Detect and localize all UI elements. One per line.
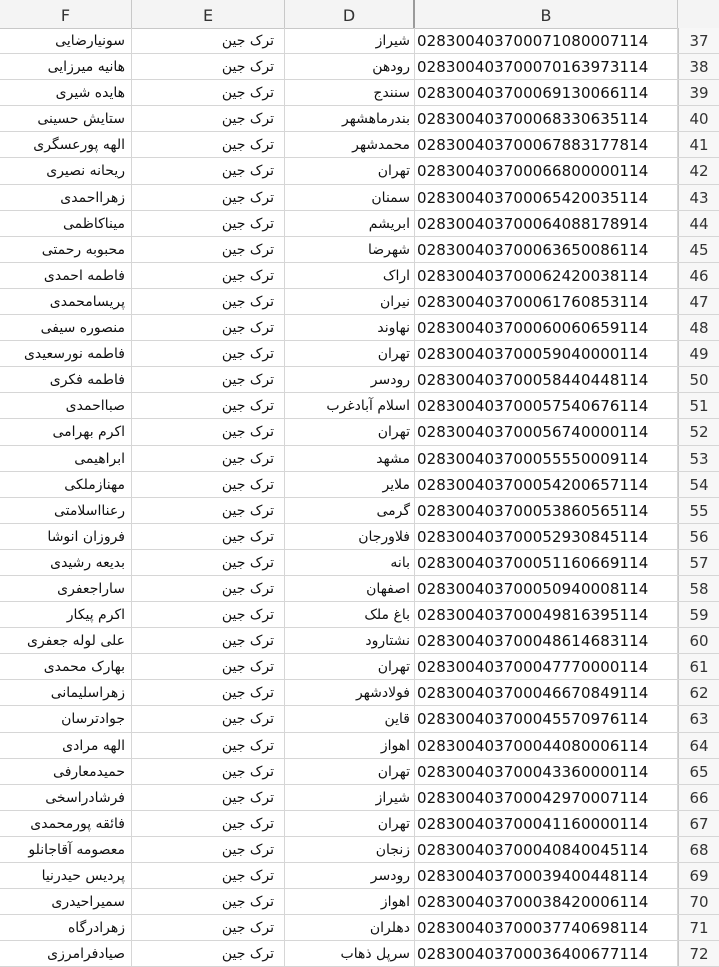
table-row [0, 498, 719, 524]
cell-name[interactable]: پریسامحمدی [0, 289, 132, 314]
row-number[interactable]: 72 [678, 941, 719, 966]
table-row [0, 654, 719, 680]
table-row [0, 472, 719, 498]
cell-name[interactable]: بهارک محمدی [0, 654, 132, 679]
cell-city[interactable]: اسلام آبادغرب [285, 393, 415, 418]
cell-product[interactable]: ترک جین [132, 811, 285, 836]
table-row [0, 106, 719, 132]
row-number[interactable]: 49 [678, 341, 719, 366]
cell-name[interactable]: فاطمه فکری [0, 367, 132, 392]
cell-city[interactable]: شیراز [285, 785, 415, 810]
table-row [0, 550, 719, 576]
cell-name[interactable]: سمیراحیدری [0, 889, 132, 914]
cell-code[interactable]: 02830040370004116000011​4 [415, 811, 678, 836]
table-row [0, 211, 719, 237]
cell-product[interactable]: ترک جین [132, 237, 285, 262]
table-row [0, 628, 719, 654]
cell-city[interactable]: گرمی [285, 498, 415, 523]
cell-product[interactable]: ترک جین [132, 158, 285, 183]
cell-code[interactable]: 02830040370006788317781​4 [415, 132, 678, 157]
row-number[interactable]: 54 [678, 472, 719, 497]
cell-code[interactable]: 02830040370005420065711​4 [415, 472, 678, 497]
cell-name[interactable]: پردیس حیدرنیا [0, 863, 132, 888]
row-number[interactable]: 70 [678, 889, 719, 914]
cell-code[interactable]: 02830040370004777000011​4 [415, 654, 678, 679]
table-row [0, 706, 719, 732]
row-number[interactable]: 44 [678, 211, 719, 236]
row-number[interactable]: 69 [678, 863, 719, 888]
cell-name[interactable]: اکرم پیکار [0, 602, 132, 627]
table-row [0, 367, 719, 393]
cell-city[interactable]: رودسر [285, 367, 415, 392]
row-number[interactable]: 39 [678, 80, 719, 105]
row-number[interactable]: 66 [678, 785, 719, 810]
cell-name[interactable]: زهرادرگاه [0, 915, 132, 940]
cell-code[interactable]: 02830040370004297000711​4 [415, 785, 678, 810]
cell-product[interactable]: ترک جین [132, 367, 285, 392]
cell-name[interactable]: ستایش حسینی [0, 106, 132, 131]
cell-city[interactable]: تهران [285, 759, 415, 784]
cell-name[interactable]: فرشادراسخی [0, 785, 132, 810]
cell-code[interactable]: 02830040370005116066911​4 [415, 550, 678, 575]
cell-city[interactable]: قاین [285, 706, 415, 731]
row-number[interactable]: 37 [678, 28, 719, 53]
row-number[interactable]: 58 [678, 576, 719, 601]
table-row [0, 941, 719, 967]
table-row [0, 132, 719, 158]
cell-name[interactable]: ساراجعفری [0, 576, 132, 601]
row-number[interactable]: 48 [678, 315, 719, 340]
cell-product[interactable]: ترک جین [132, 576, 285, 601]
table-row [0, 315, 719, 341]
row-header-corner[interactable] [678, 0, 719, 28]
row-number[interactable]: 57 [678, 550, 719, 575]
table-row [0, 263, 719, 289]
row-number[interactable]: 63 [678, 706, 719, 731]
cell-code[interactable]: 02830040370006833063511​4 [415, 106, 678, 131]
table-row [0, 733, 719, 759]
cell-name[interactable]: ریحانه نصیری [0, 158, 132, 183]
column-header-f[interactable]: F [0, 0, 132, 28]
cell-city[interactable]: شهرضا [285, 237, 415, 262]
table-row [0, 889, 719, 915]
row-number[interactable]: 51 [678, 393, 719, 418]
row-number[interactable]: 67 [678, 811, 719, 836]
cell-code[interactable]: 02830040370006913006611​4 [415, 80, 678, 105]
row-number[interactable]: 71 [678, 915, 719, 940]
cell-city[interactable]: زنجان [285, 837, 415, 862]
row-number[interactable]: 40 [678, 106, 719, 131]
cell-name[interactable]: فاطمه نورسعیدی [0, 341, 132, 366]
table-row [0, 341, 719, 367]
cell-code[interactable]: 02830040370003774069811​4 [415, 915, 678, 940]
cell-city[interactable]: اهواز [285, 889, 415, 914]
cell-code[interactable]: 02830040370004667084911​4 [415, 680, 678, 705]
cell-city[interactable]: ابریشم [285, 211, 415, 236]
cell-product[interactable]: ترک جین [132, 785, 285, 810]
cell-product[interactable]: ترک جین [132, 446, 285, 471]
cell-city[interactable]: بانه [285, 550, 415, 575]
cell-product[interactable]: ترک جین [132, 706, 285, 731]
row-number[interactable]: 38 [678, 54, 719, 79]
row-number[interactable]: 65 [678, 759, 719, 784]
cell-city[interactable]: تهران [285, 341, 415, 366]
cell-name[interactable]: الهه پورعسگری [0, 132, 132, 157]
cell-city[interactable]: فلاورجان [285, 524, 415, 549]
cell-code[interactable]: 02830040370004557097611​4 [415, 706, 678, 731]
table-row [0, 237, 719, 263]
table-row [0, 524, 719, 550]
table-row [0, 419, 719, 445]
table-row [0, 915, 719, 941]
cell-product[interactable]: ترک جین [132, 759, 285, 784]
cell-name[interactable]: صبااحمدی [0, 393, 132, 418]
row-number[interactable]: 46 [678, 263, 719, 288]
row-number[interactable]: 52 [678, 419, 719, 444]
row-number[interactable]: 41 [678, 132, 719, 157]
cell-name[interactable]: جوادترسان [0, 706, 132, 731]
cell-product[interactable]: ترک جین [132, 393, 285, 418]
cell-city[interactable]: باغ ملک [285, 602, 415, 627]
cell-city[interactable]: سنندج [285, 80, 415, 105]
cell-name[interactable]: میناکاظمی [0, 211, 132, 236]
cell-name[interactable]: محبوبه رحمتی [0, 237, 132, 262]
table-row [0, 28, 719, 54]
cell-product[interactable]: ترک جین [132, 602, 285, 627]
cell-product[interactable]: ترک جین [132, 80, 285, 105]
cell-name[interactable]: حمیدمعارفی [0, 759, 132, 784]
row-number[interactable]: 45 [678, 237, 719, 262]
cell-city[interactable]: مشهد [285, 446, 415, 471]
cell-product[interactable]: ترک جین [132, 132, 285, 157]
cell-city[interactable]: سمنان [285, 185, 415, 210]
table-row [0, 602, 719, 628]
cell-product[interactable]: ترک جین [132, 550, 285, 575]
cell-code[interactable]: 02830040370005293084511​4 [415, 524, 678, 549]
cell-product[interactable]: ترک جین [132, 680, 285, 705]
cell-city[interactable]: رودهن [285, 54, 415, 79]
cell-city[interactable]: نهاوند [285, 315, 415, 340]
grid-rows [0, 28, 719, 967]
cell-code[interactable]: 02830040370006176085311​4 [415, 289, 678, 314]
cell-code[interactable]: 02830040370004981639511​4 [415, 602, 678, 627]
cell-name[interactable]: زهراسلیمانی [0, 680, 132, 705]
cell-code[interactable]: 02830040370007108000711​4 [415, 28, 678, 53]
cell-product[interactable]: ترک جین [132, 733, 285, 758]
cell-product[interactable]: ترک جین [132, 837, 285, 862]
cell-product[interactable]: ترک جین [132, 106, 285, 131]
cell-name[interactable]: صیادفرامرزی [0, 941, 132, 966]
column-header-b[interactable]: B [415, 0, 678, 28]
cell-product[interactable]: ترک جین [132, 524, 285, 549]
cell-product[interactable]: ترک جین [132, 472, 285, 497]
table-row [0, 837, 719, 863]
cell-city[interactable]: اصفهان [285, 576, 415, 601]
column-header-d[interactable]: D [285, 0, 415, 28]
table-row [0, 185, 719, 211]
table-row [0, 759, 719, 785]
cell-product[interactable]: ترک جین [132, 315, 285, 340]
cell-city[interactable]: تهران [285, 419, 415, 444]
cell-city[interactable]: اهواز [285, 733, 415, 758]
cell-name[interactable]: بدیعه رشیدی [0, 550, 132, 575]
cell-city[interactable]: رودسر [285, 863, 415, 888]
cell-name[interactable]: فائقه پورمحمدی [0, 811, 132, 836]
row-number[interactable]: 53 [678, 446, 719, 471]
cell-city[interactable]: نشتارود [285, 628, 415, 653]
cell-code[interactable]: 02830040370003940044811​4 [415, 863, 678, 888]
cell-code[interactable]: 02830040370006365008611​4 [415, 237, 678, 262]
row-number[interactable]: 50 [678, 367, 719, 392]
table-row [0, 576, 719, 602]
cell-product[interactable]: ترک جین [132, 185, 285, 210]
cell-name[interactable]: فاطمه احمدی [0, 263, 132, 288]
table-row [0, 289, 719, 315]
cell-name[interactable]: الهه مرادی [0, 733, 132, 758]
cell-code[interactable]: 02830040370003842000611​4 [415, 889, 678, 914]
table-row [0, 158, 719, 184]
cell-code[interactable]: 02830040370005386056511​4 [415, 498, 678, 523]
row-number[interactable]: 43 [678, 185, 719, 210]
cell-city[interactable]: محمدشهر [285, 132, 415, 157]
cell-code[interactable]: 02830040370006680000011​4 [415, 158, 678, 183]
row-number[interactable]: 68 [678, 837, 719, 862]
cell-city[interactable]: بندرماهشهر [285, 106, 415, 131]
cell-product[interactable]: ترک جین [132, 863, 285, 888]
cell-code[interactable]: 02830040370004084004511​4 [415, 837, 678, 862]
cell-name[interactable]: علی لوله جعفری [0, 628, 132, 653]
cell-product[interactable]: ترک جین [132, 654, 285, 679]
cell-name[interactable]: ابراهیمی [0, 446, 132, 471]
cell-city[interactable]: ملایر [285, 472, 415, 497]
table-row [0, 811, 719, 837]
cell-city[interactable]: تهران [285, 654, 415, 679]
cell-city[interactable]: اراک [285, 263, 415, 288]
row-number[interactable]: 62 [678, 680, 719, 705]
cell-code[interactable]: 02830040370007016397311​4 [415, 54, 678, 79]
table-row [0, 680, 719, 706]
cell-name[interactable]: معصومه آقاجانلو [0, 837, 132, 862]
cell-product[interactable]: ترک جین [132, 889, 285, 914]
column-header-e[interactable]: E [132, 0, 285, 28]
row-number[interactable]: 55 [678, 498, 719, 523]
cell-code[interactable]: 02830040370004861468311​4 [415, 628, 678, 653]
cell-code[interactable]: 02830040370003640067711​4 [415, 941, 678, 966]
cell-product[interactable]: ترک جین [132, 289, 285, 314]
row-number[interactable]: 61 [678, 654, 719, 679]
row-number[interactable]: 47 [678, 289, 719, 314]
cell-code[interactable]: 02830040370005754067611​4 [415, 393, 678, 418]
cell-city[interactable]: فولادشهر [285, 680, 415, 705]
cell-product[interactable]: ترک جین [132, 915, 285, 940]
cell-code[interactable]: 02830040370006006065911​4 [415, 315, 678, 340]
cell-code[interactable]: 02830040370004336000011​4 [415, 759, 678, 784]
cell-code[interactable]: 02830040370005844044811​4 [415, 367, 678, 392]
cell-code[interactable]: 02830040370005094000811​4 [415, 576, 678, 601]
cell-city[interactable]: تهران [285, 158, 415, 183]
cell-city[interactable]: سرپل ذهاب [285, 941, 415, 966]
cell-name[interactable]: زهرااحمدی [0, 185, 132, 210]
table-row [0, 785, 719, 811]
cell-name[interactable]: اکرم بهرامی [0, 419, 132, 444]
cell-name[interactable]: هایده شیری [0, 80, 132, 105]
table-row [0, 393, 719, 419]
cell-code[interactable]: 02830040370004408000611​4 [415, 733, 678, 758]
cell-product[interactable]: ترک جین [132, 28, 285, 53]
table-row [0, 446, 719, 472]
cell-product[interactable]: ترک جین [132, 419, 285, 444]
table-row [0, 863, 719, 889]
cell-city[interactable]: شیراز [285, 28, 415, 53]
cell-product[interactable]: ترک جین [132, 941, 285, 966]
cell-city[interactable]: نیران [285, 289, 415, 314]
cell-code[interactable]: 02830040370006242003811​4 [415, 263, 678, 288]
cell-name[interactable]: مهنازملکی [0, 472, 132, 497]
cell-code[interactable]: 02830040370006408817891​4 [415, 211, 678, 236]
cell-code[interactable]: 02830040370005674000011​4 [415, 419, 678, 444]
cell-product[interactable]: ترک جین [132, 341, 285, 366]
cell-name[interactable]: هانیه میرزایی [0, 54, 132, 79]
cell-name[interactable]: رعنااسلامتی [0, 498, 132, 523]
row-number[interactable]: 56 [678, 524, 719, 549]
cell-product[interactable]: ترک جین [132, 498, 285, 523]
cell-name[interactable]: فروزان انوشا [0, 524, 132, 549]
row-number[interactable]: 42 [678, 158, 719, 183]
cell-code[interactable]: 02830040370005904000011​4 [415, 341, 678, 366]
row-number[interactable]: 59 [678, 602, 719, 627]
cell-code[interactable]: 02830040370005555000911​4 [415, 446, 678, 471]
cell-product[interactable]: ترک جین [132, 54, 285, 79]
cell-product[interactable]: ترک جین [132, 263, 285, 288]
cell-city[interactable]: تهران [285, 811, 415, 836]
cell-city[interactable]: دهلران [285, 915, 415, 940]
cell-product[interactable]: ترک جین [132, 211, 285, 236]
column-header-bar [0, 0, 719, 29]
row-number[interactable]: 64 [678, 733, 719, 758]
table-row [0, 54, 719, 80]
cell-code[interactable]: 02830040370006542003511​4 [415, 185, 678, 210]
table-row [0, 80, 719, 106]
cell-name[interactable]: سونیارضایی [0, 28, 132, 53]
row-number[interactable]: 60 [678, 628, 719, 653]
cell-name[interactable]: منصوره سیفی [0, 315, 132, 340]
cell-product[interactable]: ترک جین [132, 628, 285, 653]
